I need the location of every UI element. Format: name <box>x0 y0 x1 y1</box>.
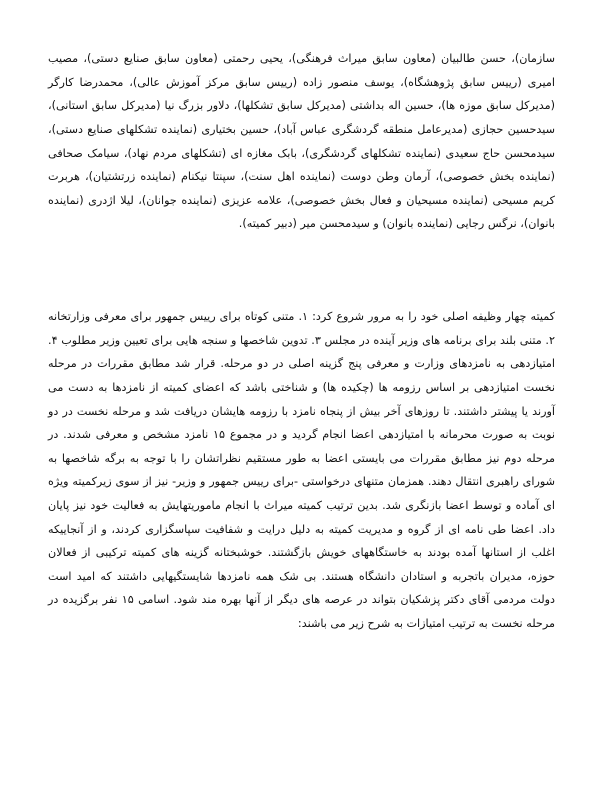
document-page <box>0 36 611 800</box>
paragraph-committee-members: سازمان)، حسن طالبیان (معاون سابق میراث فرهنگی)، یحیی رحمتی (معاون سابق صنایع دستی)، مصیب امیری (رییس سابق پژوهشگاه)، یوسف منصور زاده (رییس سابق مرکز آموزش عالی)، محمدرضا کارگر (مدیرکل سابق موزه ها)، حسین اله بداشتی (مدیرکل سابق تشکلها)، دلاور بزرگ نیا (مدیرکل سابق استانی)، سیدحسین حجازی (مدیرعامل منطقه گردشگری عباس آباد)، حسین بختیاری (نماینده تشکلهای صنایع دستی)، سیدمحسن حاج سعیدی (نماینده تشکلهای گردشگری)، بابک مغازه ای (تشکلهای مردم نهاد)، سیامک صحافی (نماینده بخش خصوصی)، آرمان وطن دوست (نماینده اهل سنت)، سپنتا نیکنام (نماینده زرتشتیان)، هربرت کریم مسیحی (نماینده مسیحیان و فعال بخش خصوصی)، علامه عزیزی (نماینده جوانان)، لیلا اژدری (نماینده بانوان)، نرگس رجایی (نماینده بانوان) و سیدمحسن میر (دبیر کمیته). <box>48 52 555 231</box>
paragraph-committee-tasks: کمیته چهار وظیفه اصلی خود را به مرور شروع کرد: ۱. متنی کوتاه برای رییس جمهور برای معرفی وزارتخانه ۲. متنی بلند برای برنامه های وزیر آینده در مجلس ۳. تدوین شاخصها و سنجه هایی برای تعیین وزیر مطلوب ۴. امتیازدهی به نامزدهای وزارت و معرفی پنج گزینه اصلی در دو مرحله. قرار شد مطابق مقررات در مرحله نخست امتیازدهی بر اساس رزومه ها (چکیده ها) و شناختی باشد که اعضای کمیته از نامزدها به دست می آورند یا پیشتر داشتند. تا روزهای آخر بیش از پنجاه نامزد با رزومه هایشان دریافت شد و مرحله نخست در دو نوبت به صورت محرمانه با امتیازدهی اعضا انجام گردید و در مجموع ۱۵ نامزد مشخص و معرفی شدند. در مرحله دوم نیز مطابق مقررات می بایستی اعضا به طور مستقیم نظراتشان را با توجه به برگه شاخصها به شورای راهبری انتقال دهند. همزمان متنهای درخواستی -برای رییس جمهور و وزیر- نیز از سوی زیرکمیته ویژه ای آماده و توسط اعضا بازنگری شد. بدین ترتیب کمیته میراث با انجام ماموریتهایش به فعالیت خود نیز پایان داد. اعضا طی نامه ای از گروه و مدیریت کمیته به دلیل درایت و شفافیت سپاسگزاری کردند، و از آنجاییکه اغلب از استانها آمده بودند به خاستگاههای خویش بازگشتند. خوشبختانه گزینه های کمیته ترکیبی از فعالان حوزه، مدیران باتجربه و استادان دانشگاه هستند. بی شک همه نامزدها شایستگیهایی داشتند که امید است دولت مردمی آقای دکتر پزشکیان بتواند در عرصه های دیگر از آنها بهره مند شود. اسامی ۱۵ نفر برگزیده در مرحله نخست به ترتیب امتیازات به شرح زیر می باشند: <box>48 310 556 630</box>
